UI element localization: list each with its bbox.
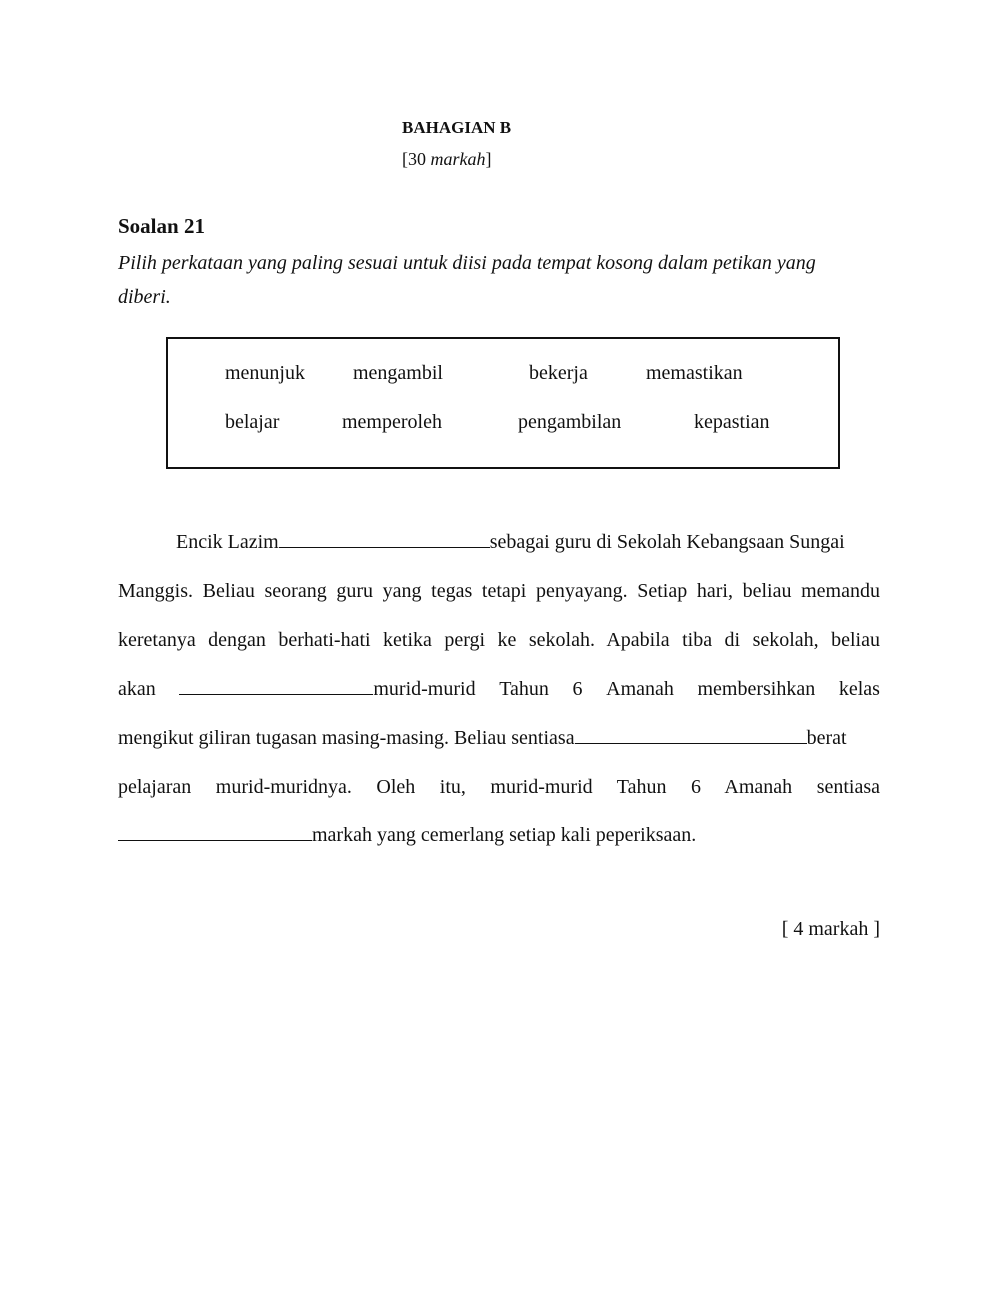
word-option[interactable]: kepastian: [694, 411, 770, 433]
passage-text: Amanah: [606, 678, 674, 700]
answer-blank-3[interactable]: [575, 724, 807, 744]
passage-text: 6: [572, 678, 583, 700]
passage-text: pelajaran murid-muridnya. Oleh itu, murid-murid Tahun 6 Amanah sentiasa: [118, 776, 880, 798]
word-bank-box: [166, 337, 840, 469]
section-marks: [402, 149, 492, 170]
instruction-line-2: diberi.: [118, 286, 171, 308]
passage-text: markah yang cemerlang setiap kali peperiksaan.: [312, 824, 697, 846]
passage-text: sebagai guru di Sekolah Kebangsaan Sungai: [489, 531, 845, 553]
passage-text: akan: [118, 678, 156, 700]
marks-close: ]: [485, 149, 492, 169]
passage-text: Manggis. Beliau seorang guru yang tegas tetapi penyayang. Setiap hari, beliau memandu: [118, 580, 880, 602]
answer-blank-2[interactable]: [179, 675, 373, 695]
passage-line-1: [118, 528, 880, 556]
word-option[interactable]: memastikan: [646, 362, 743, 384]
passage-text: berat: [806, 727, 847, 749]
word-option[interactable]: memperoleh: [342, 411, 442, 433]
passage-text: kelas: [838, 678, 880, 700]
passage-line-6: [118, 773, 880, 801]
total-marks: [ 4 markah ]: [781, 918, 880, 940]
passage-text: keretanya dengan berhati-hati ketika pergi ke sekolah. Apabila tiba di sekolah, beliau: [118, 629, 880, 651]
word-option[interactable]: menunjuk: [225, 362, 305, 384]
passage-text: membersihkan: [697, 678, 816, 700]
passage-text: murid-murid: [373, 678, 476, 700]
passage-line-5: [118, 724, 880, 752]
question-title: Soalan 21: [118, 214, 205, 238]
passage-text: Encik Lazim: [176, 531, 279, 553]
word-option[interactable]: mengambil: [353, 362, 443, 384]
instruction-line-1: Pilih perkataan yang paling sesuai untuk diisi pada tempat kosong dalam petikan yang: [118, 252, 816, 274]
word-option[interactable]: pengambilan: [518, 411, 622, 433]
passage-text: Tahun: [499, 678, 549, 700]
passage-line-2: [118, 577, 880, 605]
word-option[interactable]: bekerja: [529, 362, 588, 384]
passage-line-4: [118, 675, 880, 703]
word-option[interactable]: belajar: [225, 411, 280, 433]
passage-line-3: [118, 626, 880, 654]
passage-text: mengikut giliran tugasan masing-masing. Beliau sentiasa: [118, 727, 575, 749]
answer-blank-1[interactable]: [279, 528, 490, 548]
answer-blank-4[interactable]: [118, 821, 312, 841]
marks-word: markah: [430, 149, 486, 169]
passage-line-7: [118, 821, 880, 849]
marks-open: [30: [402, 149, 431, 169]
section-title: BAHAGIAN B: [402, 118, 512, 137]
